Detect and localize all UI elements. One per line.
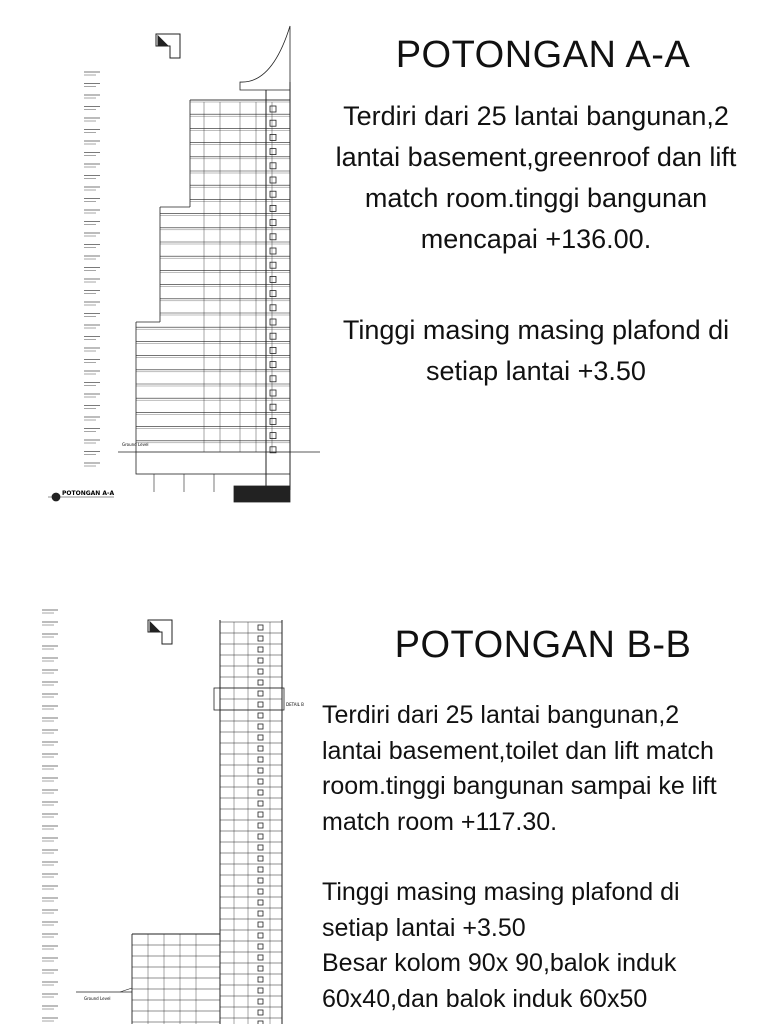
description-paragraph-3: Besar kolom 90x 90,balok induk 60x40,dan balok induk 60x50 — [322, 949, 677, 1013]
north-arrow-icon — [148, 620, 172, 644]
slide-title: POTONGAN B-B — [394, 624, 692, 666]
north-arrow-icon — [156, 34, 180, 58]
ground-level-label: Ground Level — [122, 442, 149, 447]
section-drawing-a-a: POTONGAN A-A Ground Level H G F E C B A — [44, 12, 334, 512]
section-drawing-b-b — [36, 600, 326, 1024]
description-paragraph-2: Tinggi masing masing plafond di setiap lantai +3.50 — [322, 878, 680, 942]
description-paragraph-2: Tinggi masing masing plafond di setiap lantai +3.50 — [342, 315, 730, 386]
detail-label: DETAIL B — [286, 702, 304, 707]
ground-level-label: Ground Level — [84, 996, 111, 1001]
drawing-caption: POTONGAN A-A — [62, 490, 115, 497]
slide-potongan-b-b — [0, 560, 768, 1024]
description-paragraph-1: Terdiri dari 25 lantai bangunan,2 lantai basement,greenroof dan lift match room.tinggi bangunan mencapai +136.00. — [335, 101, 737, 254]
slide-title: POTONGAN A-A — [395, 34, 691, 76]
description-paragraph-1: Terdiri dari 25 lantai bangunan,2 lantai basement,toilet dan lift match room.tinggi bangunan sampai ke lift match room +117.30. — [322, 701, 717, 836]
